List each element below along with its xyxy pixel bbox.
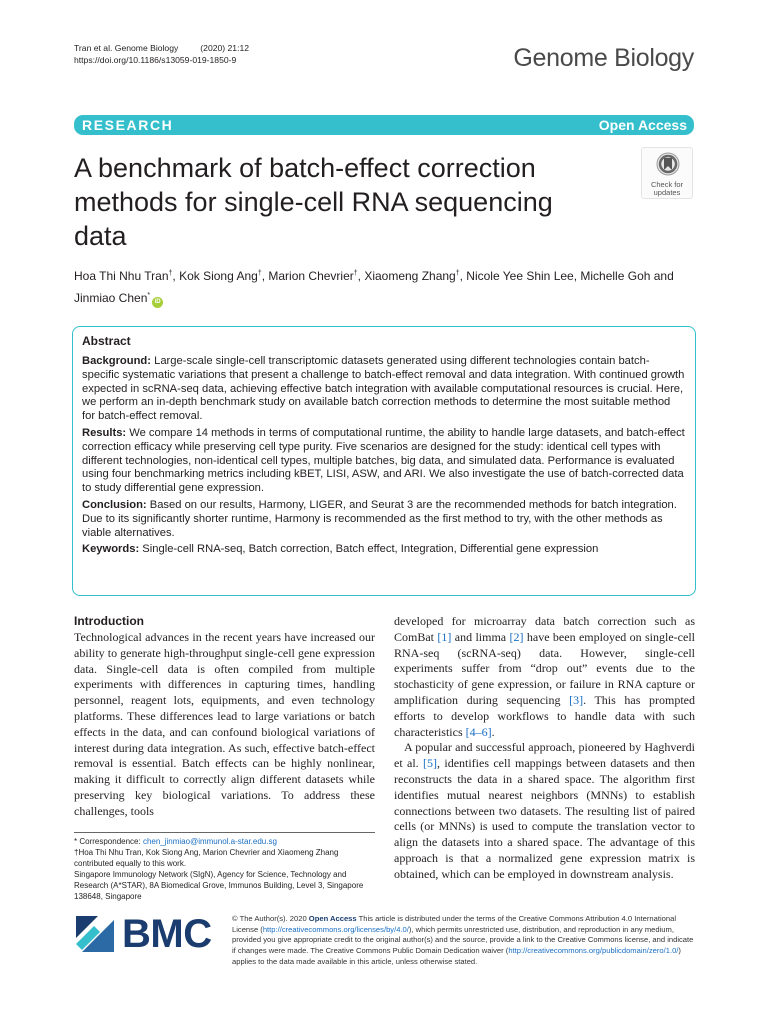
citation-text: Tran et al. Genome Biology — [74, 43, 179, 53]
author-list: Hoa Thi Nhu Tran†, Kok Siong Ang†, Marion Chevrier†, Xiaomeng Zhang†, Nicole Yee Shin Lee, Michelle Goh and Jinmiao Chen*iD — [74, 264, 696, 308]
orcid-icon[interactable]: iD — [152, 297, 163, 308]
license-link[interactable]: http://creativecommons.org/licenses/by/4.0/ — [262, 924, 409, 934]
doi-link[interactable]: https://doi.org/10.1186/s13059-019-1850-9 — [74, 55, 237, 65]
intro-paragraph-2: A popular and successful approach, pioneered by Haghverdi et al. [5], identifies cell mappings between datasets and then reconstructs the data in a shared space. The algorithm first identifies mutual nearest neighbors (MNNs) to establish connections between two datasets. The resulting list of paired cells (or MNNs) is used to compute the translation vector to align the datasets into a shared space. The advantage of this approach is that a normalized gene expression matrix is obtained, which can be employed in downstream analysis. — [394, 740, 695, 881]
crossmark-icon — [656, 152, 680, 179]
bmc-logo-text: BMC — [122, 912, 212, 956]
introduction-heading: Introduction — [74, 614, 144, 628]
citation-year: (2020) 21:12 — [200, 43, 250, 53]
intro-paragraph-continued: developed for microarray data batch correction such as ComBat [1] and limma [2] have been employed on single-cell RNA-seq (scRNA-seq) data. However, single-cell experiments suffer from “drop out” events due to the stochasticity of gene expression, or failure in RNA capture or amplification during sequencing [3]. This has prompted efforts to develop workflows to handle data with such characteristics [4–6]. — [394, 614, 695, 739]
body-column-right — [394, 614, 695, 883]
correspondence-note: * Correspondence: chen_jinmiao@immunol.a-star.edu.sg — [74, 837, 277, 846]
badge-line2: updates — [653, 188, 681, 197]
badge-line1: Check for — [650, 180, 684, 189]
article-type-banner — [74, 115, 694, 135]
intro-paragraph-1: Technological advances in the recent years have increased our ability to generate high-throughput single-cell gene expression data. Single-cell data is often compiled from multiple experiments with differences in capturing times, handling personnel, reagent lots, equipments, and even technology platforms. These differences lead to large variations or batch effects in the data, and can confound biological variations of interest during data integration. As such, effective batch-effect removal is essential. Batch effects can be highly nonlinear, making it difficult to correctly align different datasets while preserving key biological variations. To address these challenges, tools — [74, 630, 375, 818]
citation-header — [74, 42, 249, 66]
abstract-background: Background: Large-scale single-cell transcriptomic datasets generated using different technologies contain batch-specific systematic variations that present a challenge to batch-effect removal and data integration. With continued growth expected in scRNA-seq data, achieving effective batch integration with available computational resources is crucial. Here, we perform an in-depth benchmark study on available batch correction methods to determine the most suitable method for batch-effect removal. — [82, 355, 685, 423]
bmc-logo — [74, 914, 224, 954]
check-for-updates-badge[interactable] — [641, 147, 693, 199]
ref-link[interactable]: [4–6] — [465, 724, 492, 739]
abstract-box — [72, 326, 696, 596]
abstract-results: Results: We compare 14 methods in terms of computational runtime, the ability to handle large datasets, and batch-effect correction efficacy while preserving cell type purity. Five scenarios are designed for the study: identical cell types with different technologies, non-identical cell types, multiple batches, big data, and simulated data. Performance is evaluated using four benchmarking metrics including kBET, LISI, ASW, and ARI. We also investigate the use of batch-corrected data to study differential gene expression. — [82, 426, 685, 495]
affiliation-note: Singapore Immunology Network (SIgN), Agency for Science, Technology and Research (A*STAR), 8A Biomedical Grove, Immunos Building, Level 3, Singapore 138648, Singapore — [74, 870, 364, 901]
ref-link[interactable]: [5] — [423, 756, 438, 771]
footnotes — [74, 832, 375, 902]
license-text: © The Author(s). 2020 Open Access This article is distributed under the terms of the Creative Commons Attribution 4.0 International License (http://creativecommons.org/licenses/by/4.0/), which permits unrestricted use, distribution, and reproduction in any medium, provided you give appropriate credit to the original author(s) and the source, provide a link to the Creative Commons license, and indicate if changes were made. The Creative Commons Public Domain Dedication waiver (http://creativecommons.org/publicdomain/zero/1.0/) applies to the data made available in this article, unless otherwise stated. — [232, 914, 694, 966]
ref-link[interactable]: [3] — [569, 692, 584, 707]
abstract-heading: Abstract — [82, 334, 131, 348]
article-title: A benchmark of batch-effect correction methods for single-cell RNA sequencing data — [74, 153, 553, 251]
ref-link[interactable]: [2] — [509, 629, 524, 644]
abstract-keywords: Keywords: Single-cell RNA-seq, Batch correction, Batch effect, Integration, Differential gene expression — [82, 543, 599, 556]
ref-link[interactable]: [1] — [437, 629, 452, 644]
correspondence-email[interactable]: chen_jinmiao@immunol.a-star.edu.sg — [142, 837, 277, 846]
open-access-label: Open Access — [598, 117, 687, 133]
body-column-left — [74, 614, 375, 820]
public-domain-link[interactable]: http://creativecommons.org/publicdomain/zero/1.0/ — [508, 946, 679, 956]
bmc-logo-mark-icon — [74, 914, 116, 954]
abstract-conclusion: Conclusion: Based on our results, Harmony, LIGER, and Seurat 3 are the recommended methods for batch integration. Due to its significantly shorter runtime, Harmony is recommended as the first method to try, with the other methods as viable alternatives. — [82, 498, 677, 539]
journal-name: Genome Biology — [513, 44, 694, 72]
article-type-label: RESEARCH — [82, 117, 174, 133]
equal-contribution-note: †Hoa Thi Nhu Tran, Kok Siong Ang, Marion Chevrier and Xiaomeng Zhang contributed equally to this work. — [74, 848, 339, 868]
